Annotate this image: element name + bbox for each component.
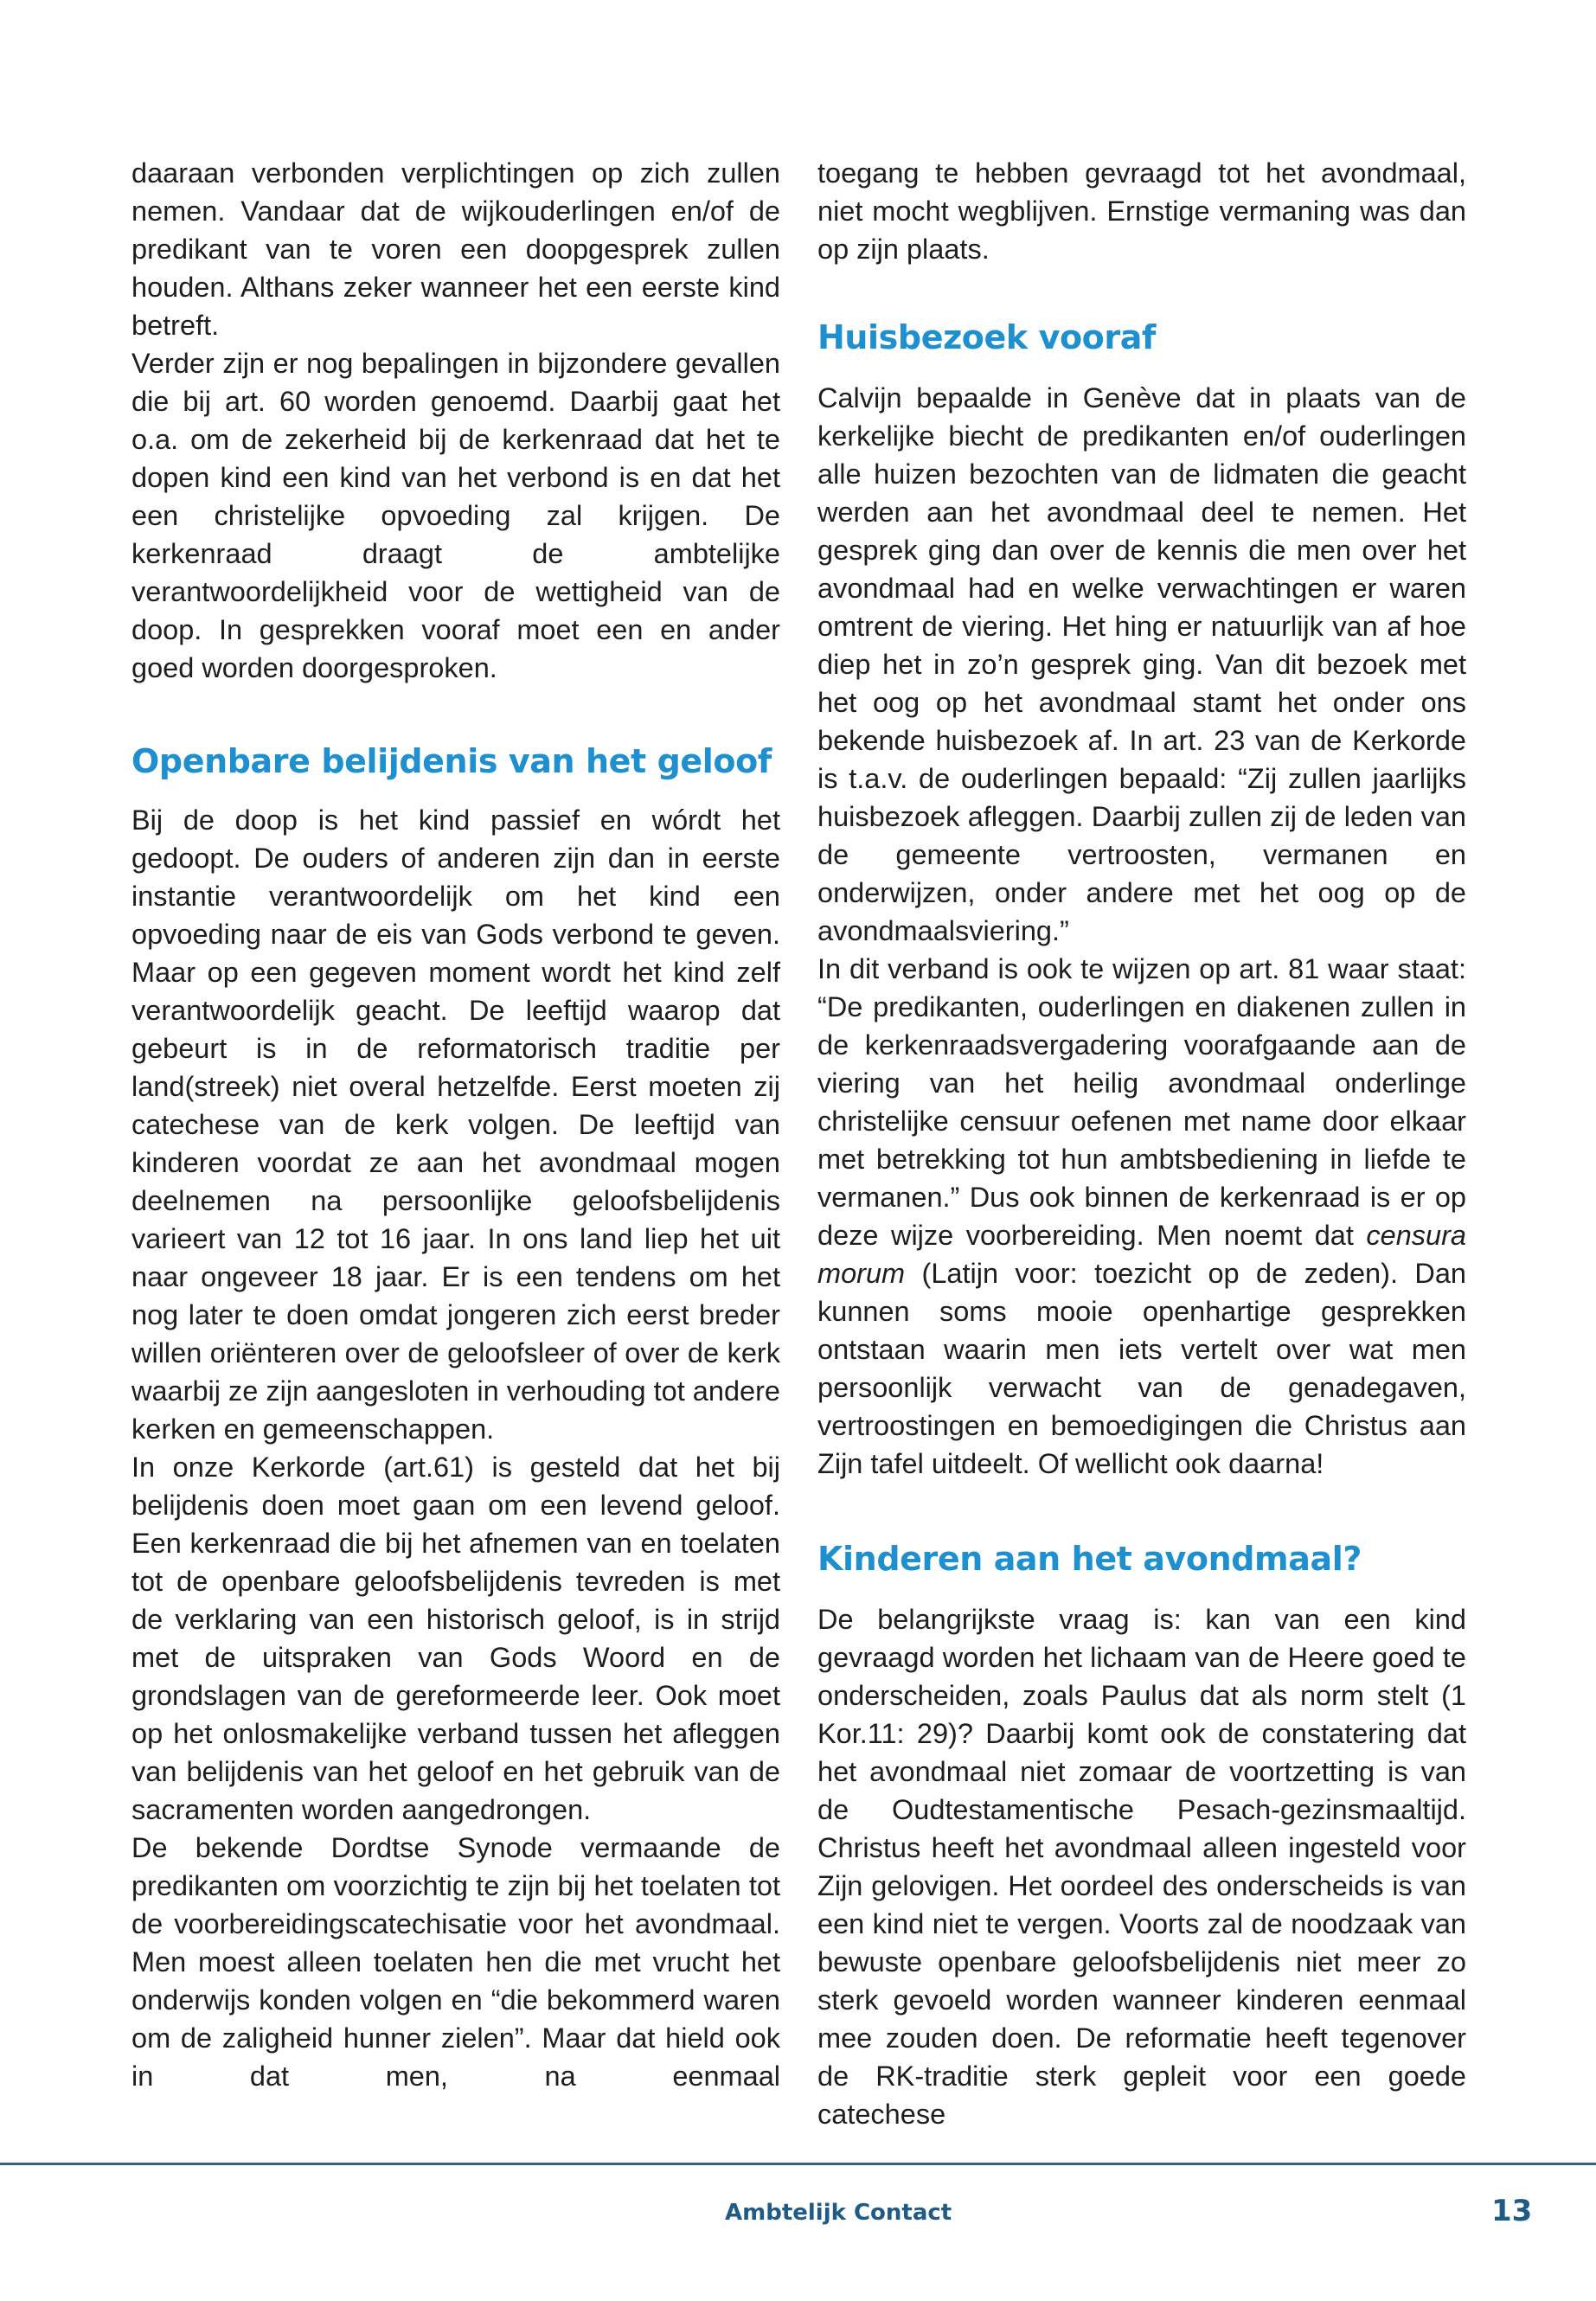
footer-publication-title: Ambtelijk Contact: [725, 2200, 952, 2226]
section-heading-openbare-belijdenis: Openbare belijdenis van het geloof: [131, 742, 772, 780]
left-paragraph-3: Bij de doop is het kind passief en wórdt het gedoopt. De ouders of anderen zijn dan in eerste instantie verantwoordelijk om het kind een opvoeding naar de eis van Gods verbond te geven. Maar op een gegeven moment wordt het kind zelf verantwoordelijk geacht. De leeftijd waarop dat gebeurt is in de reformatorisch traditie per land(streek) niet overal hetzelfde. Eerst moeten zij catechese van de kerk volgen. De leeftijd van kinderen voordat ze aan het avondmaal mogen deelnemen na persoonlijke geloofsbelijdenis varieert van 12 tot 16 jaar. In ons land liep het uit naar ongeveer 18 jaar. Er is een tendens om het nog later te doen omdat jongeren zich eerst breder willen oriënteren over de geloofsleer of over de kerk waarbij ze zijn aangesloten in verhouding tot andere kerken en gemeenschappen.: [131, 804, 780, 1445]
left-paragraph-5: De bekende Dordtse Synode vermaande de predikanten om voorzichtig te zijn bij het toelaten tot de voorbereidingscatechisatie voor het avondmaal. Men moest alleen toelaten hen die met vrucht het onderwijs konden volgen en “die bekommerd waren om de zaligheid hunner zielen”. Maar dat hield ook in dat men, na eenmaal: [131, 1832, 780, 2092]
section-heading-kinderen-avondmaal: Kinderen aan het avondmaal?: [817, 1540, 1362, 1578]
left-paragraph-1: daaraan verbonden verplichtingen op zich zullen nemen. Vandaar dat de wijkouderlingen en/of de predikant van te voren een doopgesprek zullen houden. Althans zeker wanneer het een eerste kind betreft.: [131, 157, 780, 341]
left-column: [131, 154, 780, 2095]
page-number: 13: [1491, 2194, 1533, 2228]
right-paragraph-3-latin-term: censura morum: [817, 1220, 1466, 1289]
right-column: [817, 154, 1466, 2133]
footer-divider: [0, 2163, 1596, 2165]
right-paragraph-1: toegang te hebben gevraagd tot het avondmaal, niet mocht wegblijven. Ernstige vermaning was dan op zijn plaats.: [817, 157, 1466, 265]
right-paragraph-3: [817, 950, 1466, 1483]
section-heading-huisbezoek-vooraf: Huisbezoek vooraf: [817, 318, 1157, 356]
right-paragraph-3-start: In dit verband is ook te wijzen op art. 81 waar staat: “De predikanten, ouderlingen en diakenen zullen in de kerkenraadsvergadering voorafgaande aan de viering van het heilig avondmaal onderlinge christelijke censuur oefenen met name door elkaar met betrekking tot hun ambtsbediening in liefde te vermanen.” Dus ook binnen de kerkenraad is er op deze wijze voorbereiding. Men noemt dat: [817, 953, 1466, 1251]
right-paragraph-4: De belangrijkste vraag is: kan van een kind gevraagd worden het lichaam van de Heere goed te onderscheiden, zoals Paulus dat als norm stelt (1 Kor.11: 29)? Daarbij komt ook de constatering dat het avondmaal niet zomaar de voortzetting is van de Oudtestamentische Pesach-gezinsmaaltijd. Christus heeft het avondmaal alleen ingesteld voor Zijn gelovigen. Het oordeel des onderscheids is van een kind niet te vergen. Voorts zal de noodzaak van bewuste openbare geloofsbelijdenis niet meer zo sterk gevoeld worden wanneer kinderen eenmaal mee zouden doen. De reformatie heeft tegenover de RK-traditie sterk gepleit voor een goede catechese: [817, 1604, 1466, 2130]
left-paragraph-4: In onze Kerkorde (art.61) is gesteld dat het bij belijdenis doen moet gaan om een levend geloof. Een kerkenraad die bij het afnemen van en toelaten tot de openbare geloofsbelijdenis tevreden is met de verklaring van een historisch geloof, is in strijd met de uitspraken van Gods Woord en de grondslagen van de gereformeerde leer. Ook moet op het onlosmakelijke verband tussen het afleggen van belijdenis van het geloof en het gebruik van de sacramenten worden aangedrongen.: [131, 1452, 780, 1825]
left-paragraph-2: Verder zijn er nog bepalingen in bijzondere gevallen die bij art. 60 worden genoemd. Daarbij gaat het o.a. om de zekerheid bij de kerkenraad dat het te dopen kind een kind van het verbond is en dat het een christelijke opvoeding zal krijgen. De kerkenraad draagt de ambtelijke verantwoordelijkheid voor de wettigheid van de doop. In gesprekken vooraf moet een en ander goed worden doorgesproken.: [131, 348, 780, 683]
right-paragraph-3-end: (Latijn voor: toezicht op de zeden). Dan kunnen soms mooie openhartige gesprekken ontstaan waarin men iets vertelt over wat men persoonlijk verwacht van de genadegaven, vertroostingen en bemoedigingen die Christus aan Zijn tafel uitdeelt. Of wellicht ook daarna!: [817, 1258, 1466, 1479]
right-paragraph-2: Calvijn bepaalde in Genève dat in plaats van de kerkelijke biecht de predikanten en/of ouderlingen alle huizen bezochten van de lidmaten die geacht werden aan het avondmaal deel te nemen. Het gesprek ging dan over de kennis die men over het avondmaal had en welke verwachtingen er waren omtrent de viering. Het hing er natuurlijk van af hoe diep het in zo’n gesprek ging. Van dit bezoek met het oog op het avondmaal stamt het onder ons bekende huisbezoek af. In art. 23 van de Kerkorde is t.a.v. de ouderlingen bepaald: “Zij zullen jaarlijks huisbezoek afleggen. Daarbij zullen zij de leden van de gemeente vertroosten, vermanen en onderwijzen, onder andere met het oog op de avondmaalsviering.”: [817, 382, 1466, 946]
